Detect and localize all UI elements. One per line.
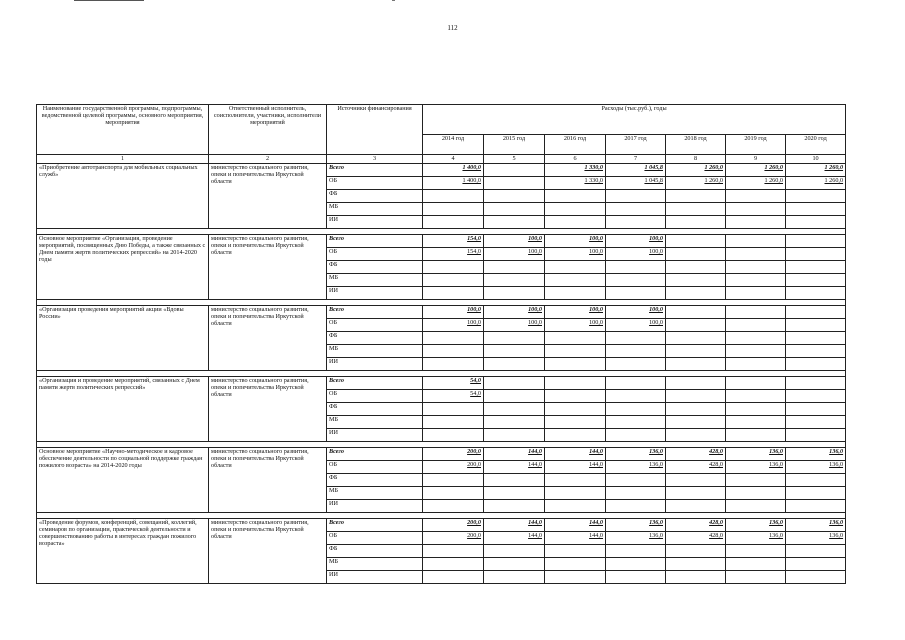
funding-source: Всего xyxy=(327,448,423,461)
header-year: 2015 год xyxy=(484,135,545,155)
value-empty xyxy=(726,216,786,229)
value-empty xyxy=(606,571,666,584)
value-empty xyxy=(666,332,726,345)
value-total: 100,0 xyxy=(484,235,545,248)
value-ob: 100,0 xyxy=(606,319,666,332)
value-empty xyxy=(786,358,846,371)
value-ob: 1 400,0 xyxy=(423,177,484,190)
value-empty xyxy=(545,416,606,429)
value-empty xyxy=(726,358,786,371)
header-source: Источники финансирования xyxy=(327,105,423,155)
value-empty xyxy=(726,274,786,287)
value-empty xyxy=(786,261,846,274)
value-empty xyxy=(423,261,484,274)
value-empty xyxy=(484,545,545,558)
value-total: 1 330,0 xyxy=(545,164,606,177)
value-empty xyxy=(423,416,484,429)
value-empty xyxy=(786,203,846,216)
value-ob: 136,0 xyxy=(606,461,666,474)
value-empty xyxy=(666,216,726,229)
funding-source: ИИ xyxy=(327,429,423,442)
value-ob xyxy=(786,248,846,261)
value-total: 136,0 xyxy=(786,519,846,532)
value-empty xyxy=(484,345,545,358)
value-empty xyxy=(545,571,606,584)
funding-source: ОБ xyxy=(327,319,423,332)
value-total xyxy=(726,235,786,248)
value-empty xyxy=(726,287,786,300)
value-empty xyxy=(484,429,545,442)
value-empty xyxy=(606,429,666,442)
value-empty xyxy=(666,571,726,584)
value-empty xyxy=(606,545,666,558)
value-empty xyxy=(726,403,786,416)
funding-source: ОБ xyxy=(327,390,423,403)
value-empty xyxy=(666,287,726,300)
value-total xyxy=(786,235,846,248)
value-empty xyxy=(545,203,606,216)
value-total: 54,0 xyxy=(423,377,484,390)
value-empty xyxy=(606,403,666,416)
value-ob xyxy=(606,390,666,403)
value-total: 428,0 xyxy=(666,519,726,532)
column-number: 6 xyxy=(545,155,606,164)
funding-source: ИИ xyxy=(327,500,423,513)
value-empty xyxy=(423,345,484,358)
header-year: 2016 год xyxy=(545,135,606,155)
value-empty xyxy=(666,345,726,358)
value-total: 1 260,0 xyxy=(726,164,786,177)
funding-source: Всего xyxy=(327,164,423,177)
value-empty xyxy=(545,558,606,571)
value-empty xyxy=(484,500,545,513)
value-total: 200,0 xyxy=(423,519,484,532)
value-empty xyxy=(666,358,726,371)
scan-mark-line xyxy=(74,0,144,1)
value-empty xyxy=(545,500,606,513)
funding-source: ИИ xyxy=(327,571,423,584)
value-total: 100,0 xyxy=(545,235,606,248)
value-empty xyxy=(423,274,484,287)
value-empty xyxy=(545,332,606,345)
page-number: 112 xyxy=(447,24,458,32)
column-number: 5 xyxy=(484,155,545,164)
funding-source: ФБ xyxy=(327,474,423,487)
value-empty xyxy=(423,558,484,571)
value-ob: 1 260,0 xyxy=(726,177,786,190)
value-empty xyxy=(606,332,666,345)
value-empty xyxy=(666,261,726,274)
value-empty xyxy=(786,558,846,571)
value-empty xyxy=(666,416,726,429)
value-ob: 200,0 xyxy=(423,532,484,545)
value-empty xyxy=(726,571,786,584)
value-empty xyxy=(545,274,606,287)
funding-source: Всего xyxy=(327,377,423,390)
value-empty xyxy=(606,500,666,513)
value-ob: 200,0 xyxy=(423,461,484,474)
value-empty xyxy=(545,474,606,487)
activity-executor: министерство социального развития, опеки и попечительства Иркутской области xyxy=(209,235,327,300)
funding-source: МБ xyxy=(327,345,423,358)
table-row xyxy=(37,235,846,248)
activity-executor: министерство социального развития, опеки и попечительства Иркутской области xyxy=(209,448,327,513)
funding-source: ИИ xyxy=(327,216,423,229)
scan-mark-dot xyxy=(392,0,395,1)
value-total xyxy=(484,377,545,390)
header-expenses: Расходы (тыс.руб.), годы xyxy=(423,105,846,135)
value-empty xyxy=(726,190,786,203)
value-ob: 100,0 xyxy=(484,319,545,332)
value-ob: 144,0 xyxy=(484,461,545,474)
value-empty xyxy=(786,487,846,500)
value-total: 136,0 xyxy=(726,519,786,532)
value-empty xyxy=(726,558,786,571)
value-total: 428,0 xyxy=(666,448,726,461)
funding-source: ФБ xyxy=(327,332,423,345)
funding-source: Всего xyxy=(327,306,423,319)
value-empty xyxy=(726,545,786,558)
funding-source: ОБ xyxy=(327,532,423,545)
value-total: 100,0 xyxy=(606,306,666,319)
column-number: 10 xyxy=(786,155,846,164)
funding-source: ФБ xyxy=(327,261,423,274)
value-total: 100,0 xyxy=(423,306,484,319)
value-empty xyxy=(606,287,666,300)
funding-source: ИИ xyxy=(327,287,423,300)
activity-name: Основное мероприятие «Научно-методическое и кадровое обеспечение деятельности по социальной поддержке граждан пожилого возраста» на 2014-2020 годы xyxy=(37,448,209,513)
value-empty xyxy=(786,403,846,416)
value-empty xyxy=(423,571,484,584)
value-ob: 100,0 xyxy=(423,319,484,332)
value-empty xyxy=(484,474,545,487)
value-ob xyxy=(726,390,786,403)
value-total: 136,0 xyxy=(726,448,786,461)
header-name: Наименование государственной программы, подпрограммы, ведомственной целевой программы, основного мероприятия, мероприятия xyxy=(37,105,209,155)
value-ob: 100,0 xyxy=(484,248,545,261)
value-empty xyxy=(484,332,545,345)
column-number: 7 xyxy=(606,155,666,164)
funding-source: МБ xyxy=(327,487,423,500)
column-number: 1 xyxy=(37,155,209,164)
value-empty xyxy=(423,500,484,513)
funding-source: ОБ xyxy=(327,461,423,474)
activity-executor: министерство социального развития, опеки и попечительства Иркутской области xyxy=(209,519,327,584)
value-empty xyxy=(666,487,726,500)
value-empty xyxy=(606,261,666,274)
value-empty xyxy=(666,545,726,558)
funding-source: МБ xyxy=(327,203,423,216)
activity-name: «Проведение форумов, конференций, совещаний, коллегий, семинаров по организации, практической деятельности и совершенствованию работы в интересах граждан пожилого возраста» xyxy=(37,519,209,584)
value-ob xyxy=(786,390,846,403)
value-empty xyxy=(545,345,606,358)
funding-source: ФБ xyxy=(327,190,423,203)
value-total xyxy=(666,235,726,248)
column-number: 4 xyxy=(423,155,484,164)
value-empty xyxy=(545,216,606,229)
activity-executor: министерство социального развития, опеки и попечительства Иркутской области xyxy=(209,306,327,371)
value-ob xyxy=(666,319,726,332)
value-empty xyxy=(726,416,786,429)
value-ob: 1 260,0 xyxy=(666,177,726,190)
value-empty xyxy=(484,203,545,216)
value-total: 1 045,8 xyxy=(606,164,666,177)
funding-source: ФБ xyxy=(327,545,423,558)
value-empty xyxy=(606,216,666,229)
value-empty xyxy=(726,261,786,274)
activity-executor: министерство социального развития, опеки и попечительства Иркутской области xyxy=(209,164,327,229)
value-empty xyxy=(545,487,606,500)
value-ob: 144,0 xyxy=(545,532,606,545)
value-empty xyxy=(786,545,846,558)
value-total xyxy=(484,164,545,177)
value-empty xyxy=(545,287,606,300)
value-total xyxy=(666,377,726,390)
value-total: 154,0 xyxy=(423,235,484,248)
value-empty xyxy=(606,474,666,487)
value-empty xyxy=(666,558,726,571)
funding-source: ФБ xyxy=(327,403,423,416)
activity-name: «Организация проведения мероприятий акции «Вдовы России» xyxy=(37,306,209,371)
value-ob: 428,0 xyxy=(666,532,726,545)
value-total xyxy=(606,377,666,390)
value-ob: 136,0 xyxy=(786,461,846,474)
value-total: 144,0 xyxy=(484,519,545,532)
value-empty xyxy=(423,403,484,416)
value-total xyxy=(545,377,606,390)
value-empty xyxy=(484,403,545,416)
value-ob: 144,0 xyxy=(484,532,545,545)
value-empty xyxy=(484,287,545,300)
funding-source: ИИ xyxy=(327,358,423,371)
value-empty xyxy=(786,416,846,429)
header-year: 2019 год xyxy=(726,135,786,155)
value-ob: 100,0 xyxy=(606,248,666,261)
value-empty xyxy=(786,190,846,203)
funding-source: Всего xyxy=(327,235,423,248)
value-total: 136,0 xyxy=(606,519,666,532)
value-empty xyxy=(786,345,846,358)
value-empty xyxy=(484,216,545,229)
value-empty xyxy=(484,416,545,429)
value-empty xyxy=(786,332,846,345)
table-row xyxy=(37,164,846,177)
value-total xyxy=(726,306,786,319)
funding-source: ОБ xyxy=(327,177,423,190)
header-year: 2018 год xyxy=(666,135,726,155)
value-ob: 428,0 xyxy=(666,461,726,474)
value-empty xyxy=(726,345,786,358)
value-empty xyxy=(786,216,846,229)
value-ob: 154,0 xyxy=(423,248,484,261)
value-empty xyxy=(484,487,545,500)
value-empty xyxy=(666,403,726,416)
budget-table xyxy=(36,104,846,584)
value-empty xyxy=(666,203,726,216)
value-empty xyxy=(726,429,786,442)
value-empty xyxy=(423,203,484,216)
value-empty xyxy=(545,261,606,274)
value-empty xyxy=(484,358,545,371)
value-empty xyxy=(786,274,846,287)
header-row xyxy=(37,105,846,135)
value-empty xyxy=(786,429,846,442)
table-row xyxy=(37,448,846,461)
value-total: 136,0 xyxy=(786,448,846,461)
value-empty xyxy=(726,487,786,500)
value-empty xyxy=(786,474,846,487)
value-empty xyxy=(423,287,484,300)
activity-name: «Приобретение автотранспорта для мобильных социальных служб» xyxy=(37,164,209,229)
value-empty xyxy=(484,190,545,203)
value-empty xyxy=(423,332,484,345)
value-empty xyxy=(484,571,545,584)
value-empty xyxy=(606,274,666,287)
value-total xyxy=(786,306,846,319)
value-empty xyxy=(545,190,606,203)
value-ob: 1 045,8 xyxy=(606,177,666,190)
value-empty xyxy=(423,474,484,487)
funding-source: МБ xyxy=(327,274,423,287)
column-number: 8 xyxy=(666,155,726,164)
value-empty xyxy=(606,190,666,203)
column-number-row xyxy=(37,155,846,164)
value-empty xyxy=(786,287,846,300)
value-empty xyxy=(423,190,484,203)
value-total xyxy=(726,377,786,390)
value-total: 200,0 xyxy=(423,448,484,461)
value-ob: 136,0 xyxy=(606,532,666,545)
value-ob: 136,0 xyxy=(726,461,786,474)
column-number: 9 xyxy=(726,155,786,164)
value-empty xyxy=(545,429,606,442)
value-ob xyxy=(666,248,726,261)
value-empty xyxy=(726,203,786,216)
activity-name: «Организация и проведение мероприятий, связанных с Днем памяти жертв политических репрессий» xyxy=(37,377,209,442)
column-number: 3 xyxy=(327,155,423,164)
value-empty xyxy=(726,500,786,513)
value-empty xyxy=(786,571,846,584)
value-ob xyxy=(666,390,726,403)
value-total: 100,0 xyxy=(545,306,606,319)
table-row xyxy=(37,519,846,532)
value-ob xyxy=(786,319,846,332)
value-empty xyxy=(545,403,606,416)
value-empty xyxy=(606,416,666,429)
value-total: 100,0 xyxy=(606,235,666,248)
activity-executor: министерство социального развития, опеки и попечительства Иркутской области xyxy=(209,377,327,442)
value-total: 100,0 xyxy=(484,306,545,319)
value-ob: 1 260,0 xyxy=(786,177,846,190)
value-empty xyxy=(606,558,666,571)
value-empty xyxy=(666,500,726,513)
value-empty xyxy=(786,500,846,513)
table-row xyxy=(37,377,846,390)
value-empty xyxy=(423,545,484,558)
value-ob: 1 330,0 xyxy=(545,177,606,190)
header-year: 2020 год xyxy=(786,135,846,155)
funding-source: ОБ xyxy=(327,248,423,261)
value-empty xyxy=(666,190,726,203)
value-ob: 144,0 xyxy=(545,461,606,474)
value-ob xyxy=(726,319,786,332)
value-ob: 100,0 xyxy=(545,319,606,332)
value-ob: 100,0 xyxy=(545,248,606,261)
value-ob: 136,0 xyxy=(726,532,786,545)
column-number: 2 xyxy=(209,155,327,164)
value-total: 1 400,0 xyxy=(423,164,484,177)
budget-body xyxy=(37,164,846,584)
value-empty xyxy=(423,487,484,500)
value-total: 144,0 xyxy=(545,519,606,532)
header-year: 2017 год xyxy=(606,135,666,155)
value-total: 144,0 xyxy=(545,448,606,461)
value-empty xyxy=(666,429,726,442)
value-ob xyxy=(484,177,545,190)
value-empty xyxy=(666,274,726,287)
value-empty xyxy=(545,545,606,558)
value-total xyxy=(666,306,726,319)
value-ob xyxy=(484,390,545,403)
value-empty xyxy=(484,261,545,274)
value-empty xyxy=(423,429,484,442)
value-total: 1 260,0 xyxy=(786,164,846,177)
value-empty xyxy=(726,474,786,487)
value-empty xyxy=(666,474,726,487)
value-empty xyxy=(606,358,666,371)
value-ob xyxy=(545,390,606,403)
value-ob: 136,0 xyxy=(786,532,846,545)
funding-source: МБ xyxy=(327,558,423,571)
value-empty xyxy=(423,216,484,229)
value-empty xyxy=(545,358,606,371)
value-ob: 54,0 xyxy=(423,390,484,403)
value-empty xyxy=(606,203,666,216)
value-empty xyxy=(606,345,666,358)
value-total xyxy=(786,377,846,390)
value-empty xyxy=(484,274,545,287)
value-empty xyxy=(423,358,484,371)
value-total: 1 260,0 xyxy=(666,164,726,177)
funding-source: МБ xyxy=(327,416,423,429)
value-total: 136,0 xyxy=(606,448,666,461)
header-year: 2014 год xyxy=(423,135,484,155)
value-empty xyxy=(726,332,786,345)
value-empty xyxy=(484,558,545,571)
value-ob xyxy=(726,248,786,261)
value-total: 144,0 xyxy=(484,448,545,461)
value-empty xyxy=(606,487,666,500)
activity-name: Основное мероприятие «Организация, проведение мероприятий, посвященных Дню Победы, а также связанных с Днем памяти жертв политических репрессий» на 2014-2020 годы xyxy=(37,235,209,300)
header-executor: Ответственный исполнитель, соисполнители, участники, исполнители мероприятий xyxy=(209,105,327,155)
funding-source: Всего xyxy=(327,519,423,532)
table-row xyxy=(37,306,846,319)
